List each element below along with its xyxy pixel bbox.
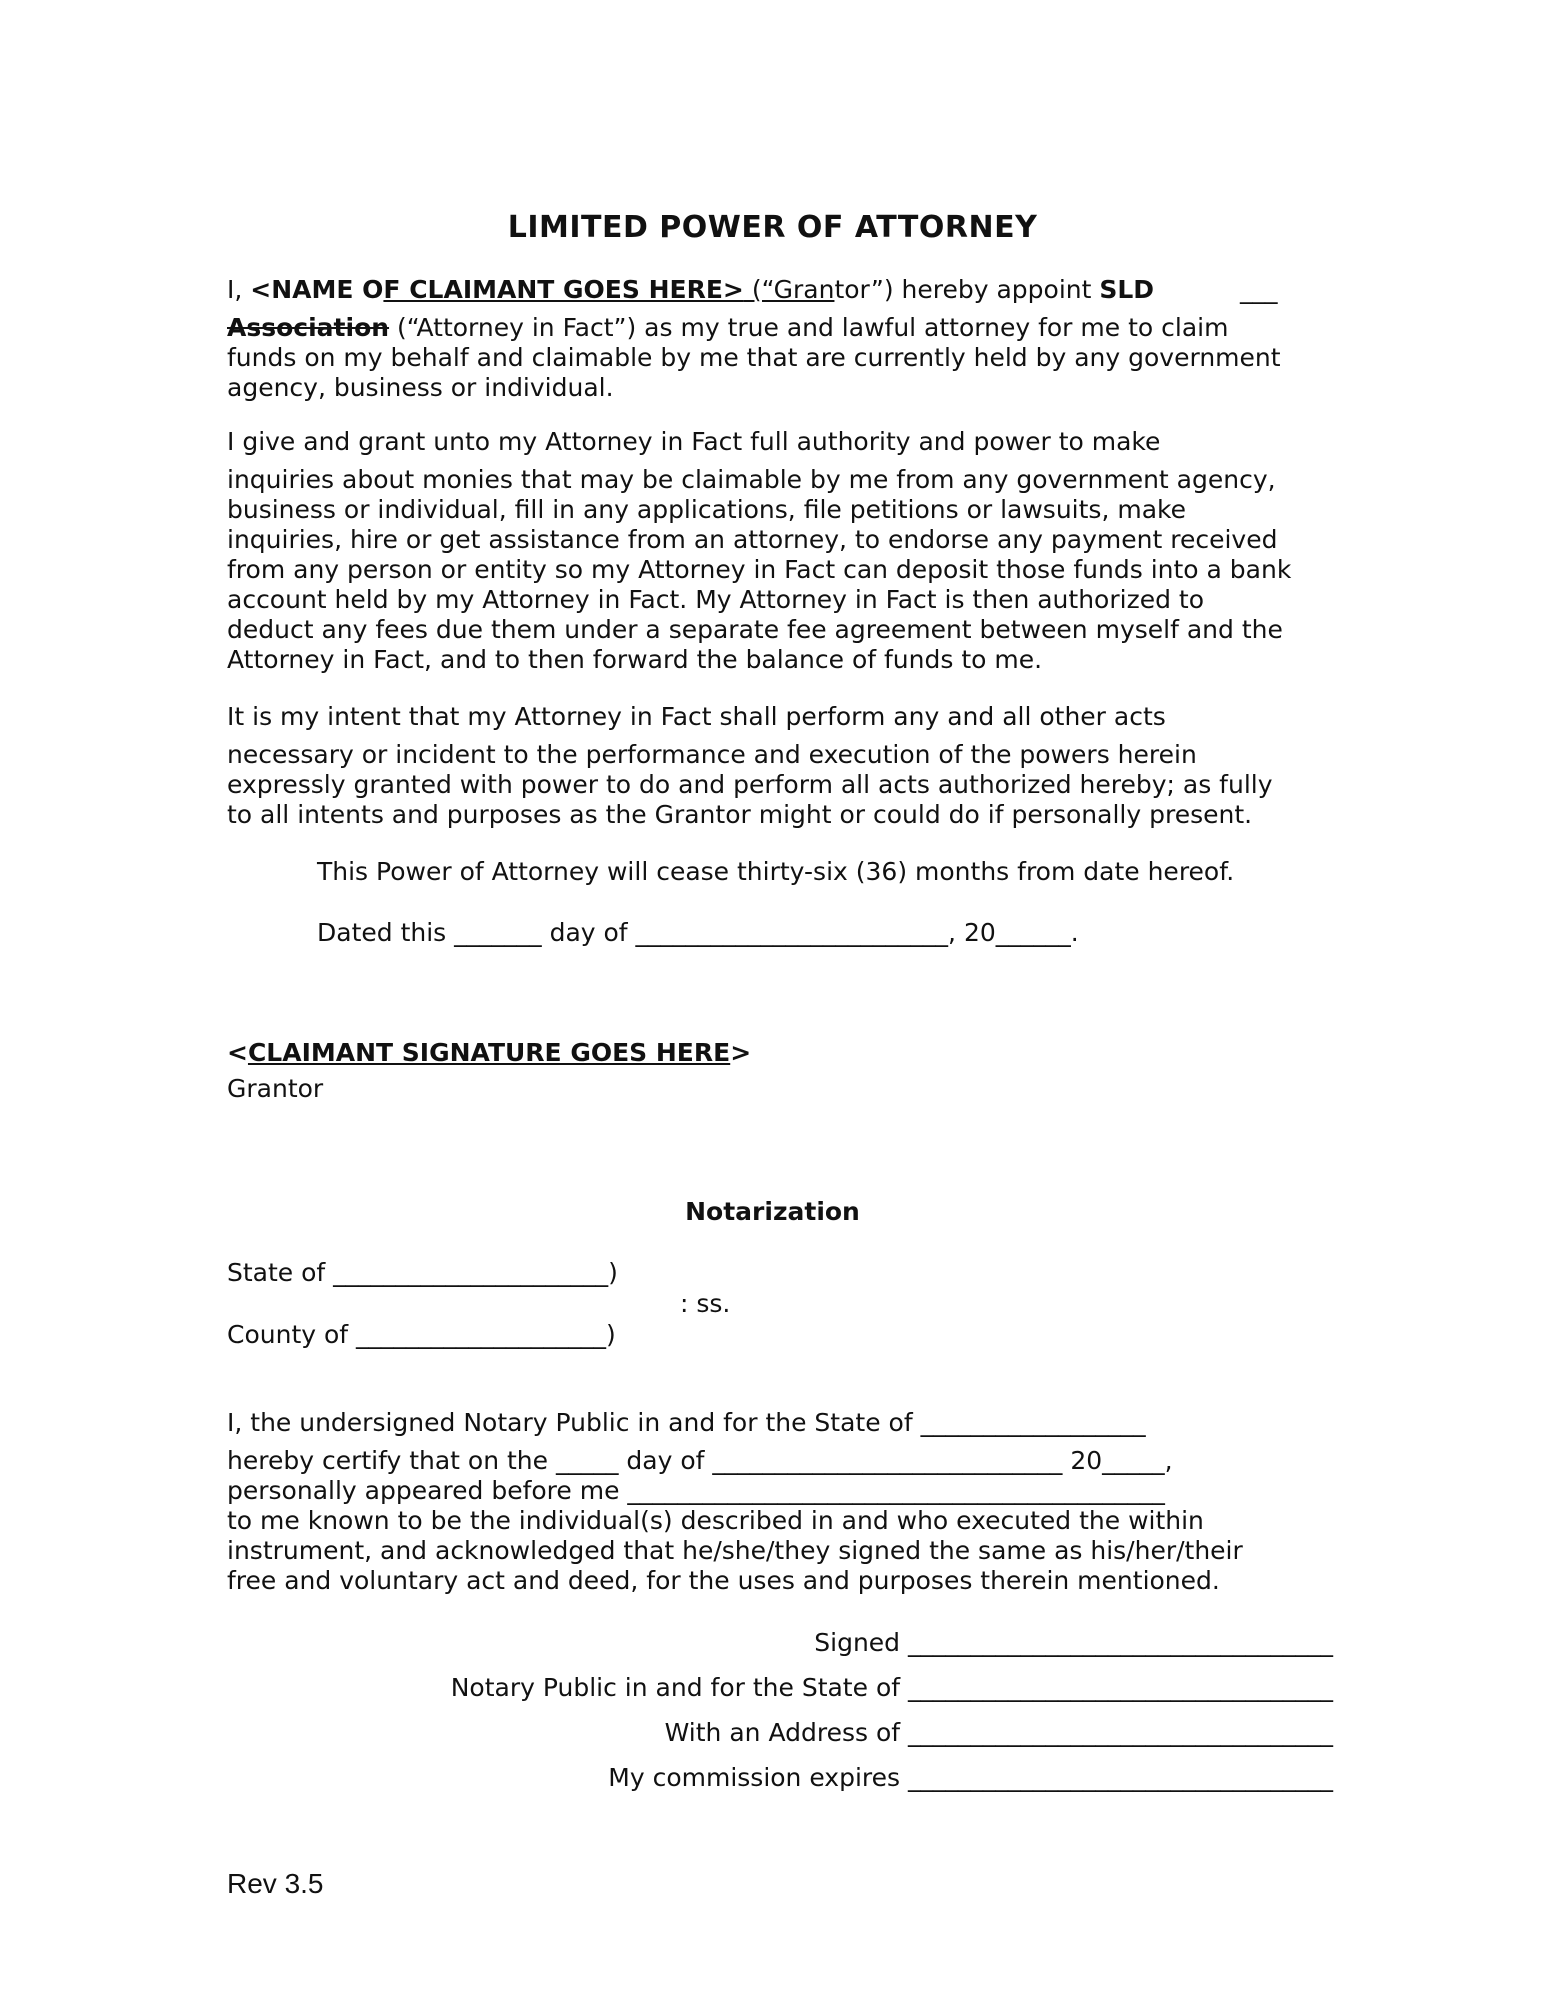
text-fragment: (“Attorney in Fact”) as my true and lawful attorney for me to claim [389, 313, 1229, 342]
notary-certification-paragraph [227, 1408, 1317, 1596]
attorney-name-end: Association [227, 313, 390, 342]
intent-line: to all intents and purposes as the Grantor might or could do if personally present. [227, 800, 1253, 829]
cease-clause: This Power of Attorney will cease thirty-six (36) months from date hereof. [317, 857, 1235, 886]
text-fragment: < [227, 1038, 248, 1067]
grantor-label: Grantor [227, 1074, 324, 1103]
authority-line: Attorney in Fact, and to then forward the balance of funds to me. [227, 645, 1043, 674]
intent-line: expressly granted with power to do and perform all acts authorized hereby; as fully [227, 770, 1273, 799]
appointment-line-4: agency, business or individual. [227, 373, 614, 402]
authority-paragraph [227, 427, 1317, 675]
certification-line: instrument, and acknowledged that he/she/they signed the same as his/her/their [227, 1536, 1243, 1565]
appointment-line-3: funds on my behalf and claimable by me that are currently held by any government [227, 343, 1281, 372]
signature-placeholder-text: CLAIMANT SIGNATURE GOES HERE [247, 1038, 731, 1067]
grantor-signature-block [227, 1035, 751, 1107]
certification-line: personally appeared before me ___________________________________________ [227, 1476, 1165, 1505]
appointment-line-2 [227, 313, 1317, 343]
authority-line: inquiries about monies that may be claimable by me from any government agency, [227, 465, 1276, 494]
text-fragment: I, [227, 275, 251, 304]
attorney-name-start: SLD [1099, 275, 1155, 304]
certification-line: hereby certify that on the _____ day of ____________________________ 20_____, [227, 1446, 1173, 1475]
certification-line: free and voluntary act and deed, for the uses and purposes therein mentioned. [227, 1566, 1220, 1595]
claimant-name-placeholder-start: <NAME O [250, 275, 384, 304]
claimant-name-placeholder-end: F CLAIMANT GOES HERE> [383, 275, 744, 304]
dated-line: Dated this _______ day of _________________________, 20______. [317, 918, 1079, 947]
appointment-line-1 [227, 275, 1317, 305]
text-fragment: tor”) hereby appoint [834, 275, 1100, 304]
appointment-paragraph [227, 275, 1317, 403]
intent-line: It is my intent that my Attorney in Fact shall perform any and all other acts [227, 702, 1166, 731]
authority-line: from any person or entity so my Attorney in Fact can deposit those funds into a bank [227, 555, 1292, 584]
intent-line: necessary or incident to the performance and execution of the powers herein [227, 740, 1197, 769]
commission-expires-line: My commission expires __________________________________ [608, 1763, 1333, 1792]
state-of-line: State of ______________________) [227, 1258, 618, 1287]
ss-mark: : ss. [680, 1289, 731, 1318]
blank-line: ___ [1240, 275, 1278, 304]
notary-state-line: Notary Public in and for the State of __________________________________ [450, 1673, 1333, 1702]
document-title: LIMITED POWER OF ATTORNEY [507, 210, 1038, 245]
authority-line: I give and grant unto my Attorney in Fact full authority and power to make [227, 427, 1161, 456]
notary-address-line: With an Address of __________________________________ [664, 1718, 1333, 1747]
notary-signed-line: Signed __________________________________ [814, 1628, 1333, 1657]
authority-line: deduct any fees due them under a separate fee agreement between myself and the [227, 615, 1283, 644]
intent-paragraph [227, 702, 1317, 830]
notarization-heading: Notarization [685, 1197, 860, 1226]
county-of-line: County of ____________________) [227, 1320, 616, 1349]
revision-label: Rev 3.5 [227, 1868, 324, 1899]
claimant-signature-placeholder [227, 1035, 751, 1071]
certification-line: I, the undersigned Notary Public in and for the State of __________________ [227, 1408, 1146, 1437]
grantor-term-start: (“Gran [743, 275, 835, 304]
certification-line: to me known to be the individual(s) described in and who executed the within [227, 1506, 1204, 1535]
text-fragment: > [730, 1038, 752, 1067]
authority-line: business or individual, fill in any applications, file petitions or lawsuits, make [227, 495, 1186, 524]
authority-line: account held by my Attorney in Fact. My Attorney in Fact is then authorized to [227, 585, 1204, 614]
authority-line: inquiries, hire or get assistance from an attorney, to endorse any payment received [227, 525, 1278, 554]
